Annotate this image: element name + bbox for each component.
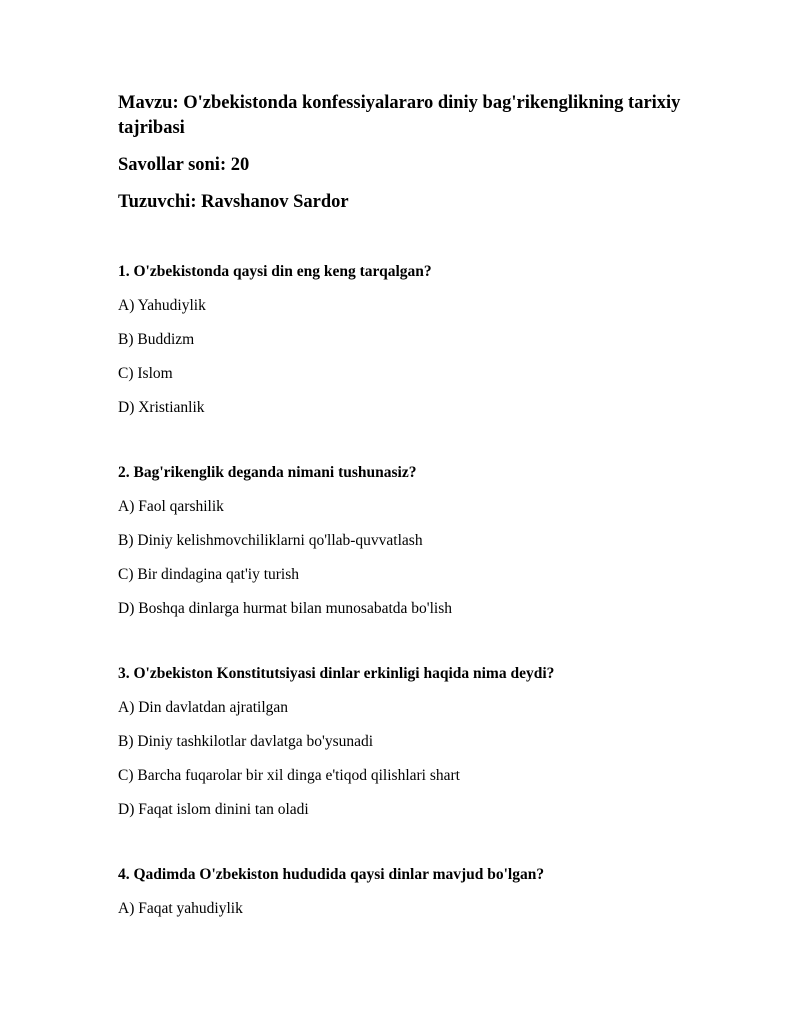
question-text: 4. Qadimda O'zbekiston hududida qaysi dinlar mavjud bo'lgan? [118,866,545,883]
answer-option: D) Xristianlik [118,399,205,416]
question-item [118,865,738,919]
answer-option: C) Bir dindagina qat'iy turish [118,566,300,583]
answer-option: B) Diniy kelishmovchiliklarni qo'llab-quvvatlash [118,532,423,549]
question-count: Savollar soni: 20 [118,155,250,175]
question-text: 2. Bag'rikenglik deganda nimani tushunasiz? [118,464,417,481]
question-item [118,463,738,619]
answer-option: B) Diniy tashkilotlar davlatga bo'ysunadi [118,733,374,750]
answer-option: B) Buddizm [118,331,195,348]
answer-option: A) Yahudiylik [118,297,206,314]
question-text: 3. O'zbekiston Konstitutsiyasi dinlar erkinligi haqida nima deydi? [118,665,555,682]
answer-option: D) Boshqa dinlarga hurmat bilan munosabatda bo'lish [118,600,452,617]
question-list [118,262,738,964]
author-line: Tuzuvchi: Ravshanov Sardor [118,192,349,212]
answer-option: A) Din davlatdan ajratilgan [118,699,289,716]
question-text: 1. O'zbekistonda qaysi din eng keng tarqalgan? [118,263,432,280]
answer-option: C) Islom [118,365,173,382]
question-item [118,664,738,820]
answer-option: C) Barcha fuqarolar bir xil dinga e'tiqod qilishlari shart [118,767,460,784]
document-header [118,91,718,215]
topic-heading: Mavzu: O'zbekistonda konfessiyalararo diniy bag'rikenglikning tarixiy tajribasi [118,93,681,138]
answer-option: A) Faol qarshilik [118,498,224,515]
answer-option: A) Faqat yahudiylik [118,900,243,917]
answer-option: D) Faqat islom dinini tan oladi [118,801,309,818]
question-item [118,262,738,418]
